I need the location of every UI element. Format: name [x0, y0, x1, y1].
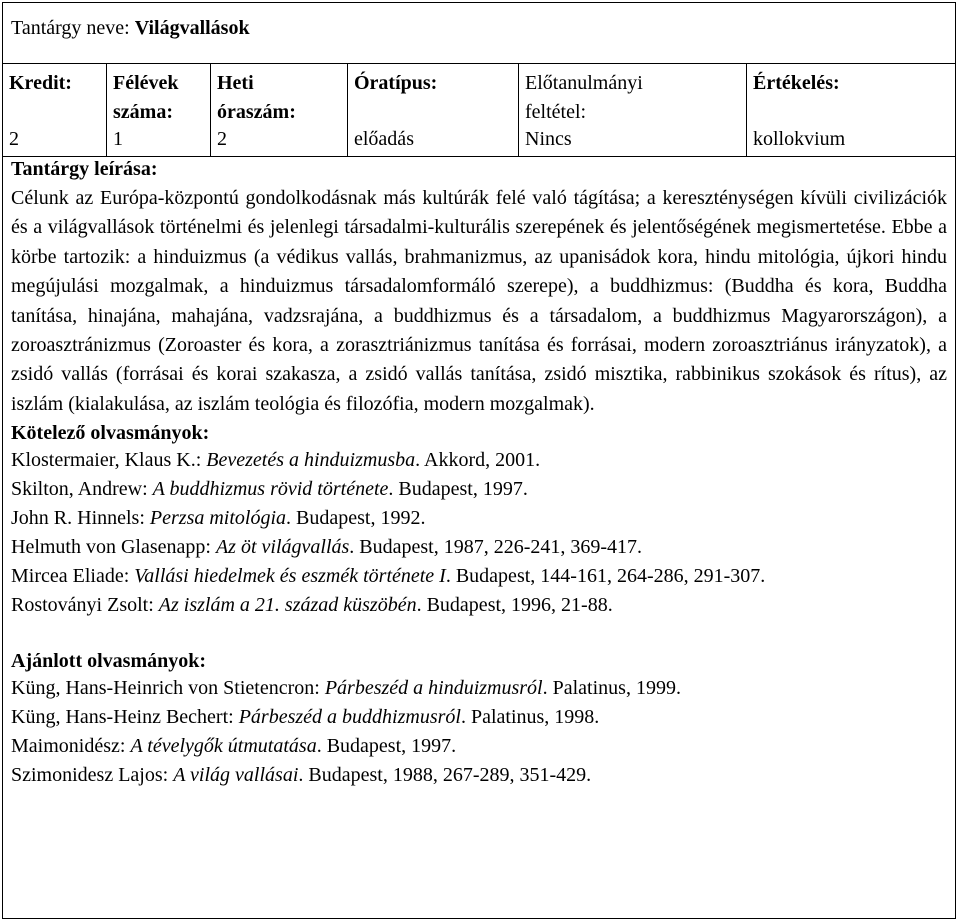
meta-lesson-type: [348, 64, 519, 157]
reading-item: Rostoványi Zsolt: Az iszlám a 21. század küszöbén. Budapest, 1996, 21-88.: [11, 594, 613, 617]
meta-credit-value: 2: [9, 128, 19, 150]
required-readings-heading: Kötelező olvasmányok:: [11, 422, 210, 445]
meta-credit-header: Kredit:: [9, 72, 72, 94]
meta-lesson-type-header: Óratípus:: [354, 72, 438, 94]
meta-weekly-hours: [211, 64, 348, 157]
meta-semesters-value: 1: [113, 128, 123, 150]
course-meta-row: [3, 64, 955, 157]
recommended-readings-heading: Ajánlott olvasmányok:: [11, 650, 207, 673]
course-title-row: [3, 3, 955, 64]
reading-item: Küng, Hans-Heinz Bechert: Párbeszéd a buddhizmusról. Palatinus, 1998.: [11, 706, 600, 729]
reading-item: Küng, Hans-Heinrich von Stietencron: Párbeszéd a hinduizmusról. Palatinus, 1999.: [11, 677, 681, 700]
description-heading: Tantárgy leírása:: [11, 158, 158, 180]
description-text: Célunk az Európa-központú gondolkodásnak más kultúrák felé való tágítása; a kereszténységen kívüli civilizációk és a világvallások történelmi és jelenlegi társadalmi-kulturális szerepének és jelentőségének megismertetése. Ebbe a körbe tartozik: a hinduizmus (a védikus vallás, brahmanizmus, az upanisádok kora, hindu mitológia, újkori hindu megújulási mozgalmak, a hinduizmus társadalomformáló szerepe), a buddhizmus: (Buddha és kora, Buddha tanítása, hinajána, mahajána, vadzsrajána, a buddhizmus és a társadalom, a buddhizmus Magyarországon), a zoroasztránizmus (Zoroaster és kora, a zorasztriánizmus tanítása és forrásai, modern zoroasztriánus irányzatok), a zsidó vallás (forrásai és korai szakasza, a zsidó vallás tanítása, zsidó misztika, rabbinikus szokások és rítus), az iszlám (kialakulása, az iszlám teológia és filozófia, modern mozgalmak).: [11, 187, 947, 415]
meta-semesters: [107, 64, 211, 157]
meta-credit: [3, 64, 107, 157]
meta-weekly-hours-header: Heti óraszám:: [217, 72, 296, 123]
meta-semesters-header: Félévek száma:: [113, 72, 179, 123]
meta-lesson-type-value: előadás: [354, 128, 414, 150]
course-title-label: Tantárgy neve:: [11, 17, 130, 39]
meta-evaluation-header: Értékelés:: [753, 72, 840, 94]
reading-item: Mircea Eliade: Vallási hiedelmek és eszmék története I. Budapest, 144-161, 264-286, 291-307.: [11, 565, 766, 588]
course-title-value: Világvallások: [134, 17, 250, 39]
meta-prerequisite: [519, 64, 747, 157]
reading-item: John R. Hinnels: Perzsa mitológia. Budapest, 1992.: [11, 507, 426, 530]
meta-prerequisite-value: Nincs: [525, 128, 572, 150]
reading-item: Maimonidész: A tévelygők útmutatása. Budapest, 1997.: [11, 735, 457, 758]
meta-weekly-hours-value: 2: [217, 128, 227, 150]
reading-item: Szimonidesz Lajos: A világ vallásai. Budapest, 1988, 267-289, 351-429.: [11, 764, 592, 787]
course-description-section: [3, 157, 955, 918]
course-title: [11, 16, 250, 40]
required-readings-list: [11, 446, 947, 620]
reading-item: Klostermaier, Klaus K.: Bevezetés a hinduizmusba. Akkord, 2001.: [11, 449, 541, 472]
course-sheet: [2, 2, 956, 919]
recommended-readings-list: [11, 674, 947, 790]
meta-evaluation: [747, 64, 954, 157]
reading-item: Helmuth von Glasenapp: Az öt világvallás. Budapest, 1987, 226-241, 369-417.: [11, 536, 643, 559]
reading-item: Skilton, Andrew: A buddhizmus rövid története. Budapest, 1997.: [11, 478, 528, 501]
meta-prerequisite-header: Előtanulmányi feltétel:: [525, 72, 643, 123]
meta-evaluation-value: kollokvium: [753, 128, 846, 150]
